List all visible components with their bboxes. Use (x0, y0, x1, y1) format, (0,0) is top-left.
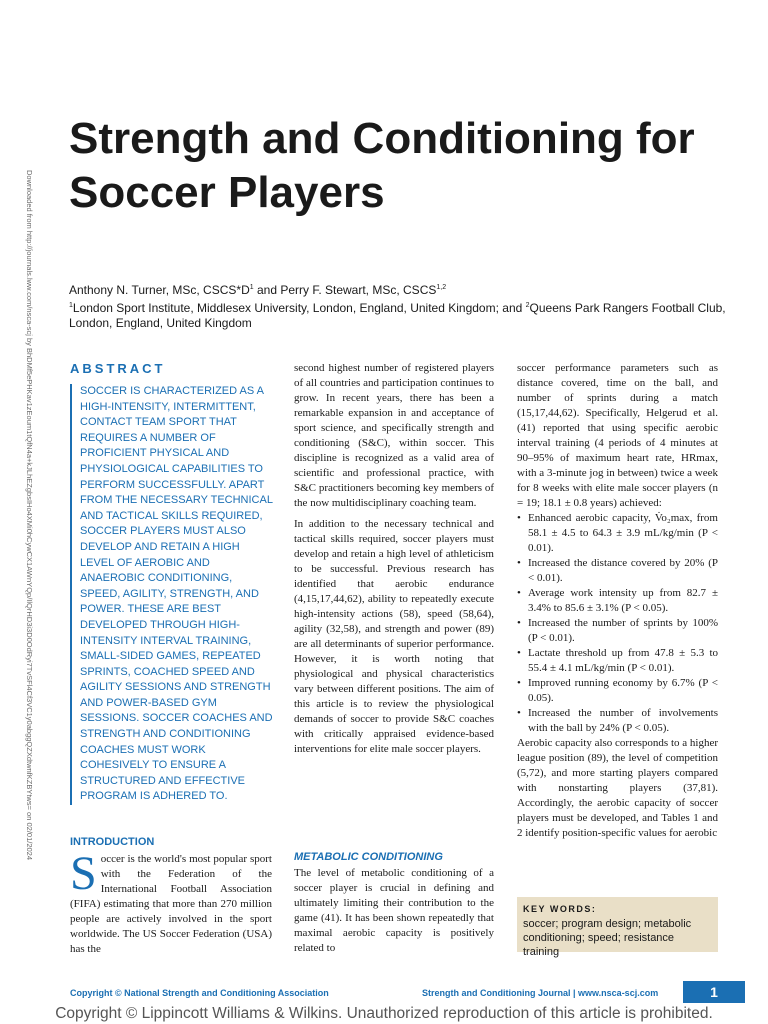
author-2-affil-mark: 1,2 (436, 284, 447, 291)
list-item: • Increased the number of involvements with the ball by 24% (P < 0.05). (517, 706, 718, 736)
affiliations (69, 298, 729, 331)
download-notice-text: Downloaded from http://journals.lww.com/nsca-scj by BhDMf5ePHKav1zEoum1tQfN4a+kJLhEZgbsIHo4XMi0hCywCX1AWnYQp/IlQrHD3i3D0OdRyi7TvSFl4Cf3VC1y0abggQZXdtwnfKZBYtws= on 02/01/2024 (25, 170, 34, 861)
list-item: • Increased the distance covered by 20% (P < 0.01). (517, 556, 718, 586)
article-title: Strength and Conditioning for Soccer Players (69, 114, 695, 217)
introduction-text: occer is the world's most popular sport with the Federation of the International Football Association (FIFA) estimating that more than 270 million people are actively involved in the sport worldwide. The US Soccer Federation (USA) has the (70, 853, 272, 955)
column-2-text (294, 361, 494, 763)
affil-1-mark: 1 (69, 302, 73, 309)
page-number: 1 (683, 981, 745, 1003)
column-2-paragraph-3: The level of metabolic conditioning of a soccer player is crucial in defining and ultimately limiting their contribution to the game (41). It has been shown repeatedly that maximal aerobic capacity is positively related to (294, 867, 494, 954)
keywords-text: soccer; program design; metabolic conditioning; speed; resistance training (523, 918, 692, 958)
list-item: • Lactate threshold up from 47.8 ± 5.3 to 55.4 ± 4.1 mL/kg/min (P < 0.01). (517, 646, 718, 676)
column-3-intro: soccer performance parameters such as distance covered, time on the ball, and number of sprints during a match (15,17,44,62). Specifically, Helgerud et al. (41) reported that using specific aerobic interval training (4 periods of 4 minutes at 90–95% of maximum heart rate, HRmax, with a 3-minute jog in between) twice a week for 8 weeks with elite male soccer players (n = 19; 18.1 ± 0.8 years) achieved: (517, 362, 718, 509)
author-2: and Perry F. Stewart, MSc, CSCS (253, 283, 437, 297)
list-item: • Enhanced aerobic capacity, V̇o₂max, from 58.1 ± 4.5 to 64.3 ± 3.9 mL/kg/min (P < 0.01). (517, 511, 718, 556)
author-block (69, 280, 729, 331)
affil-2-mark: 2 (525, 302, 530, 309)
download-notice-sidebar (20, 170, 44, 861)
column-3-text (517, 361, 718, 841)
introduction-heading: INTRODUCTION (70, 836, 155, 848)
abstract-text: SOCCER IS CHARACTERIZED AS A HIGH-INTENSITY, INTERMITTENT, CONTACT TEAM SPORT THAT REQUIRES A NUMBER OF PROFICIENT PHYSICAL AND PHYSIOLOGICAL CAPABILITIES TO PERFORM SUCCESSFULLY. APART FROM THE NECESSARY TECHNICAL AND TACTICAL SKILLS REQUIRED, SOCCER PLAYERS MUST ALSO DEVELOP AND RETAIN A HIGH LEVEL OF AEROBIC AND ANAEROBIC CONDITIONING, SPEED, AGILITY, STRENGTH, AND POWER. THESE ARE BEST DEVELOPED THROUGH HIGH-INTENSITY INTERVAL TRAINING, SMALL-SIDED GAMES, REPEATED SPRINTS, COACHED SPEED AND AGILITY SESSIONS AND STRENGTH AND POWER-BASED GYM SESSIONS. SOCCER COACHES AND STRENGTH AND CONDITIONING COACHES MUST WORK COHESIVELY TO ENSURE A STRUCTURED AND EFFECTIVE PROGRAM IS ADHERED TO. (70, 384, 274, 805)
introduction-paragraph (70, 847, 272, 957)
footer-journal-link[interactable]: Strength and Conditioning Journal | www.nsca-scj.com (422, 988, 659, 998)
results-list (517, 511, 718, 736)
author-1: Anthony N. Turner, MSc, CSCS*D (69, 283, 250, 297)
metabolic-conditioning-text (294, 866, 494, 962)
affil-2: Queens Park Rangers Football Club, London, England, United Kingdom (69, 301, 726, 330)
drop-cap: S (70, 847, 97, 900)
list-item: • Improved running economy by 6.7% (P < 0.05). (517, 676, 718, 706)
metabolic-conditioning-heading: METABOLIC CONDITIONING (294, 851, 443, 863)
copyright-notice: Copyright © Lippincott Williams & Wilkins. Unauthorized reproduction of this article is prohibited. (55, 1005, 713, 1022)
column-2-paragraph-1: second highest number of registered players of all countries and participation continues to grow. In recent years, there has been a remarkable expansion in and acceptance of sport science, and specifically strength and conditioning (S&C), within soccer. This discipline is recognized as a valid area of scientific and professional practice, with S&C practitioners becoming key members of the now multidisciplinary coaching team. (294, 362, 494, 509)
list-item: • Increased the number of sprints by 100% (P < 0.01). (517, 616, 718, 646)
authors-line (69, 280, 729, 298)
keywords-heading: KEY WORDS: (523, 904, 597, 914)
footer-copyright-nsca: Copyright © National Strength and Conditioning Association (70, 988, 329, 998)
keywords-box (517, 897, 718, 958)
abstract-heading: ABSTRACT (70, 361, 166, 376)
column-2-paragraph-2: In addition to the necessary technical and tactical skills required, soccer players must develop and retain a high level of athleticism to be successful. Previous research has identified that aerobic endurance (4,15,17,44,62), ability to repeatedly execute high-intensity actions (58), speed (58,64), agility (32,58), and strength and power (89) are all determinants of superior performance. However, it is worth noting that physiological and physical characteristics vary between different positions. The aim of this article is to review the physiological demands of soccer to provide S&C coaches with critically appraised evidence-based interventions for elite male soccer players. (294, 518, 494, 755)
author-1-affil-mark: 1 (249, 284, 254, 291)
list-item: • Average work intensity up from 82.7 ± 3.4% to 85.6 ± 3.1% (P < 0.05). (517, 586, 718, 616)
affil-1: London Sport Institute, Middlesex University, London, England, United Kingdom; and (72, 301, 526, 315)
column-3-outro: Aerobic capacity also corresponds to a higher league position (89), the level of competition (5,72), and more starting players compared with nonstarting players (37,81). Accordingly, the aerobic capacity of soccer players must be developed, and Tables 1 and 2 identify position-specific values for aerobic (517, 737, 718, 839)
